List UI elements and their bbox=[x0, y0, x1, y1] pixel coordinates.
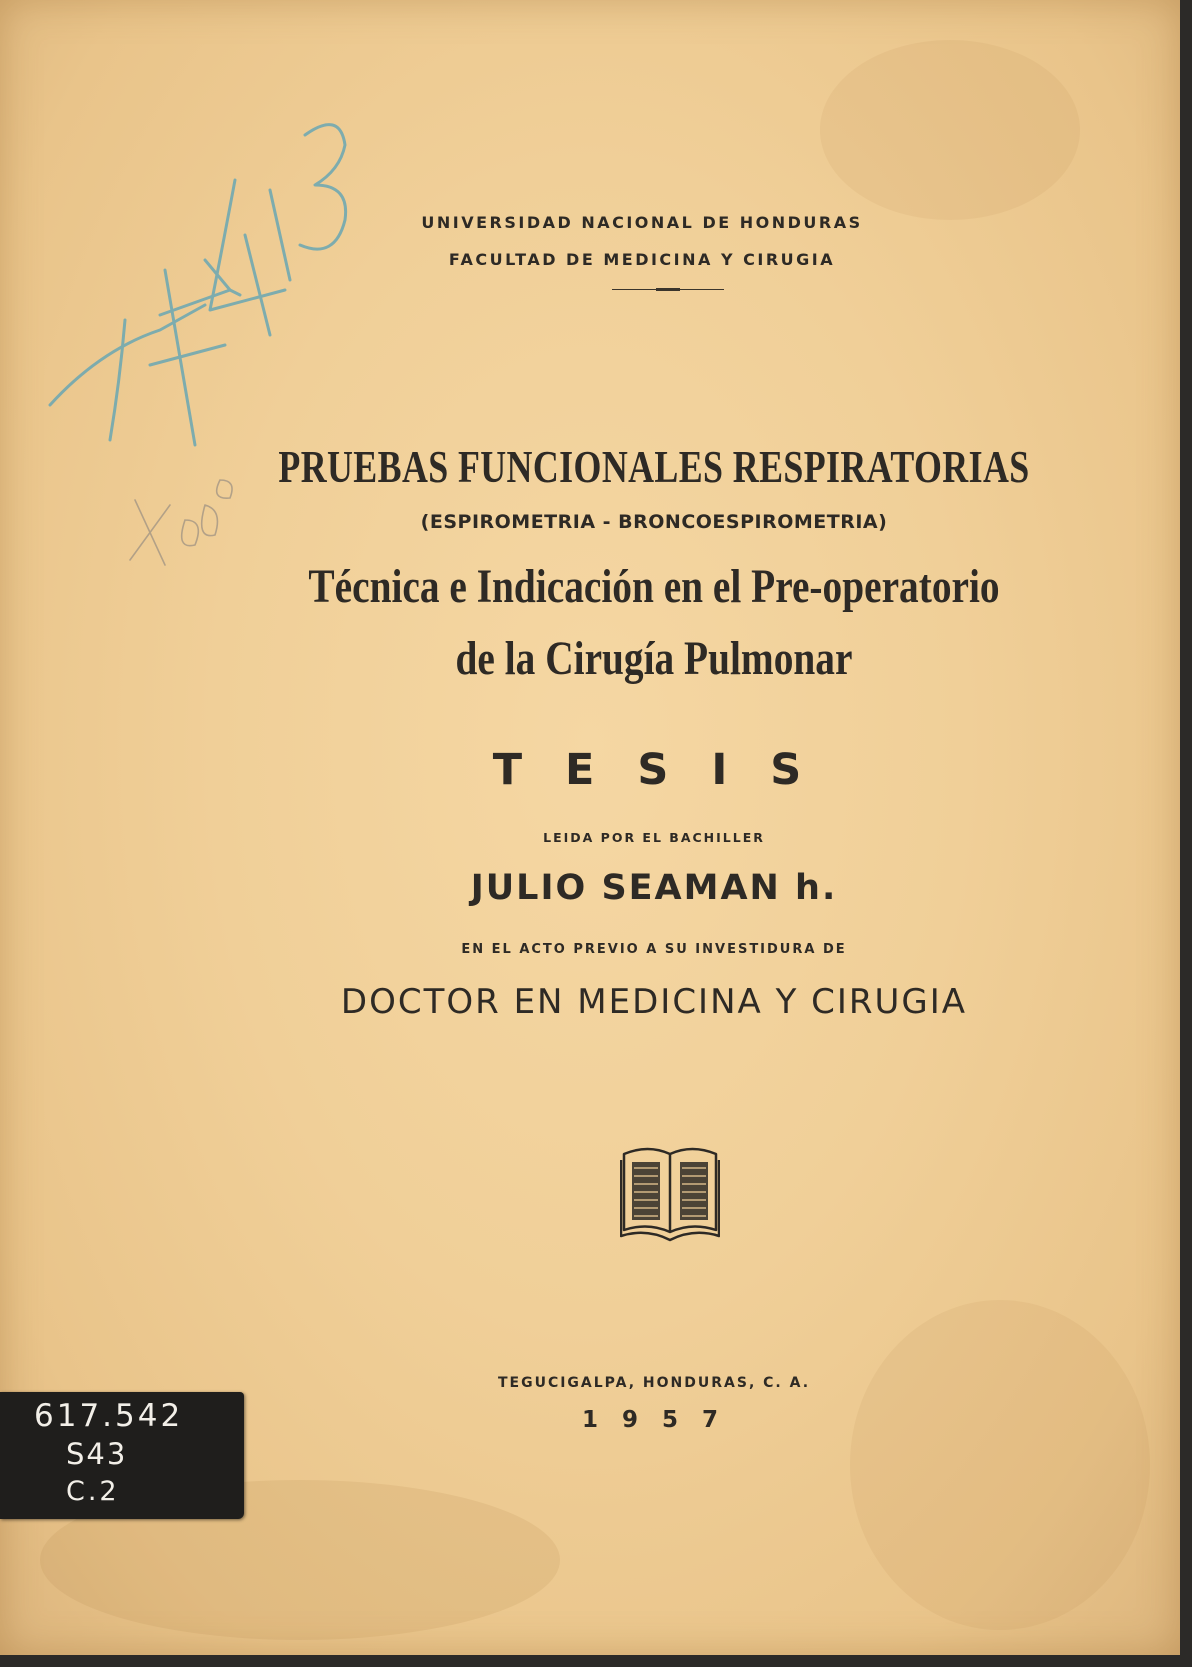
subtitle: (ESPIROMETRIA - BRONCOESPIROMETRIA) bbox=[420, 511, 888, 533]
imprint-place: TEGUCIGALPA, HONDURAS, C. A. bbox=[497, 1375, 811, 1391]
open-book-icon bbox=[620, 1144, 720, 1242]
read-by-label: LEIDA POR EL BACHILLER bbox=[543, 830, 765, 845]
degree-title: DOCTOR EN MEDICINA Y CIRUGIA bbox=[340, 982, 968, 1022]
university-name: UNIVERSIDAD NACIONAL DE HONDURAS bbox=[421, 213, 863, 232]
call-number-line-2: S43 bbox=[66, 1437, 128, 1471]
main-title: PRUEBAS FUNCIONALES RESPIRATORIAS bbox=[278, 441, 1030, 492]
author-name: JULIO SEAMAN h. bbox=[470, 868, 838, 908]
occasion-label: EN EL ACTO PREVIO A SU INVESTIDURA DE bbox=[461, 942, 847, 957]
thesis-label: T E S I S bbox=[492, 745, 816, 795]
call-number-line-1: 617.542 bbox=[34, 1398, 184, 1434]
title-line-2: de la Cirugía Pulmonar bbox=[455, 632, 853, 685]
call-number-label bbox=[0, 1392, 244, 1519]
paper-stain bbox=[850, 1300, 1150, 1630]
ornamental-rule bbox=[612, 289, 724, 290]
call-number-line-3: C.2 bbox=[66, 1476, 120, 1507]
scan-edge-bottom bbox=[0, 1655, 1192, 1667]
title-line-1: Técnica e Indicación en el Pre-operatorio bbox=[308, 560, 1000, 613]
paper-stain bbox=[820, 40, 1080, 220]
faculty-name: FACULTAD DE MEDICINA Y CIRUGIA bbox=[448, 250, 836, 269]
imprint-year: 1 9 5 7 bbox=[581, 1407, 727, 1433]
handwritten-annotation bbox=[40, 100, 380, 450]
scan-edge-right bbox=[1180, 0, 1192, 1667]
